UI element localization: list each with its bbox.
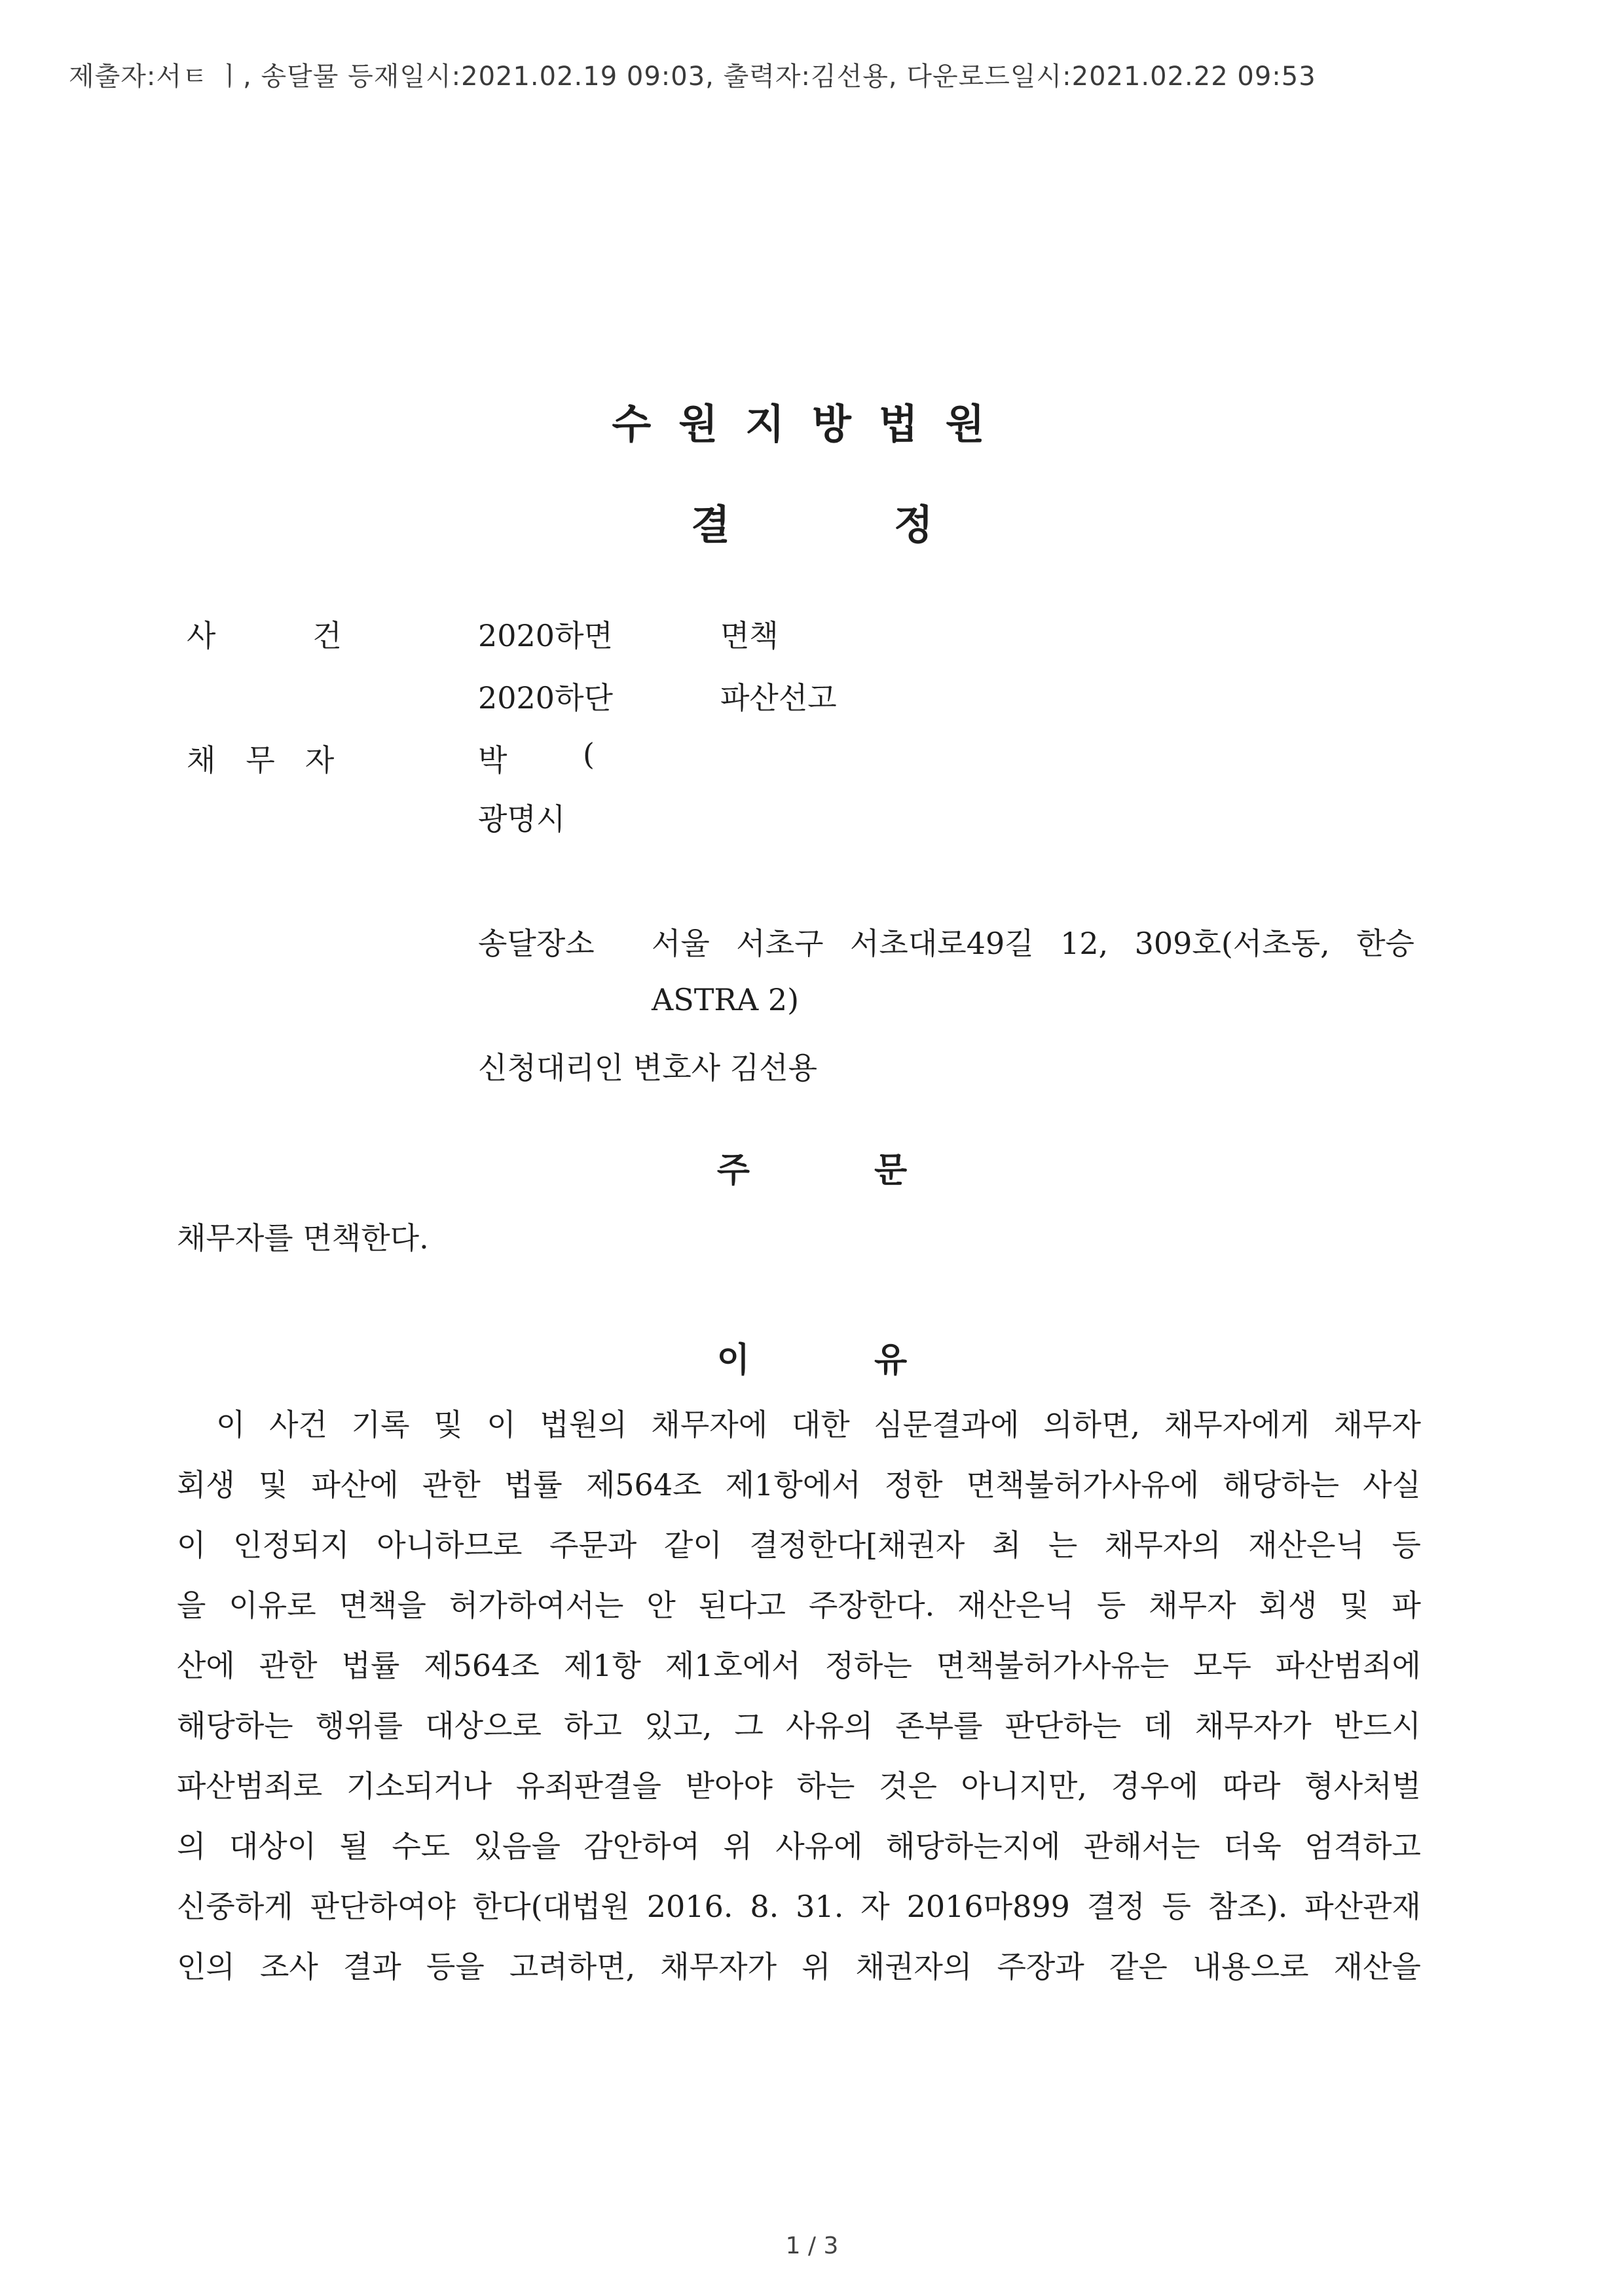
debtor-name: 박 [478, 742, 507, 778]
reasons-line: 을 이유로 면책을 허가하여서는 안 된다고 주장한다. 재산은닉 등 채무자 회생 및 파 [177, 1588, 1421, 1623]
reasons-line: 인의 조사 결과 등을 고려하면, 채무자가 위 채권자의 주장과 같은 내용으로 재산을 [177, 1949, 1421, 1984]
document-type: 결정 [691, 501, 1097, 549]
court-name: 수원지방법원 [612, 400, 1012, 448]
agent-line: 신청대리인 변호사 김선용 [478, 1050, 818, 1085]
reasons-line: 신중하게 판단하여야 한다(대법원 2016. 8. 31. 자 2016마899 결정 등 참조). 파산관재 [177, 1889, 1421, 1924]
download-header: 제출자:서ㅌ ㅣ, 송달물 등재일시:2021.02.19 09:03, 출력자:김선용, 다운로드일시:2021.02.22 09:53 [69, 62, 1316, 92]
debtor-name-paren: ( [583, 737, 595, 772]
reasons-line: 해당하는 행위를 대상으로 하고 있고, 그 사유의 존부를 판단하는 데 채무자가 반드시 [177, 1708, 1421, 1743]
reasons-line: 이 사건 기록 및 이 법원의 채무자에 대한 심문결과에 의하면, 채무자에게 채무자 [216, 1407, 1421, 1442]
service-address-line1: 서울 서초구 서초대로49길 12, 309호(서초동, 한승 [652, 926, 1414, 961]
page-number: 1 / 3 [785, 2232, 839, 2259]
case-label: 사건 [187, 618, 439, 653]
reasons-line: 의 대상이 될 수도 있음을 감안하여 위 사유에 해당하는지에 관해서는 더욱 엄격하고 [177, 1829, 1421, 1864]
case-number-2: 2020하단 [478, 680, 613, 716]
debtor-address: 광명시 [478, 801, 566, 837]
case-name-1: 면책 [720, 618, 779, 653]
reasons-line: 이 인정되지 아니하므로 주문과 같이 결정한다[채권자 최 는 채무자의 재산은닉 등 [177, 1527, 1421, 1563]
case-name-2: 파산선고 [720, 680, 837, 716]
service-address-line2: ASTRA 2) [652, 982, 800, 1017]
service-label: 송달장소 [478, 926, 595, 961]
reasons-line: 산에 관한 법률 제564조 제1항 제1호에서 정하는 면책불허가사유는 모두 파산범죄에 [177, 1648, 1421, 1683]
reasons-line: 회생 및 파산에 관한 법률 제564조 제1항에서 정한 면책불허가사유에 해당하는 사실 [177, 1467, 1421, 1503]
reasons-line: 파산범죄로 기소되거나 유죄판결을 받아야 하는 것은 아니지만, 경우에 따라 형사처벌 [177, 1768, 1421, 1804]
order-text: 채무자를 면책한다. [177, 1220, 429, 1256]
debtor-label: 채무자 [187, 742, 365, 778]
reasons-title: 이유 [716, 1341, 1032, 1380]
order-title: 주문 [716, 1151, 1032, 1190]
case-number-1: 2020하면 [478, 618, 613, 653]
